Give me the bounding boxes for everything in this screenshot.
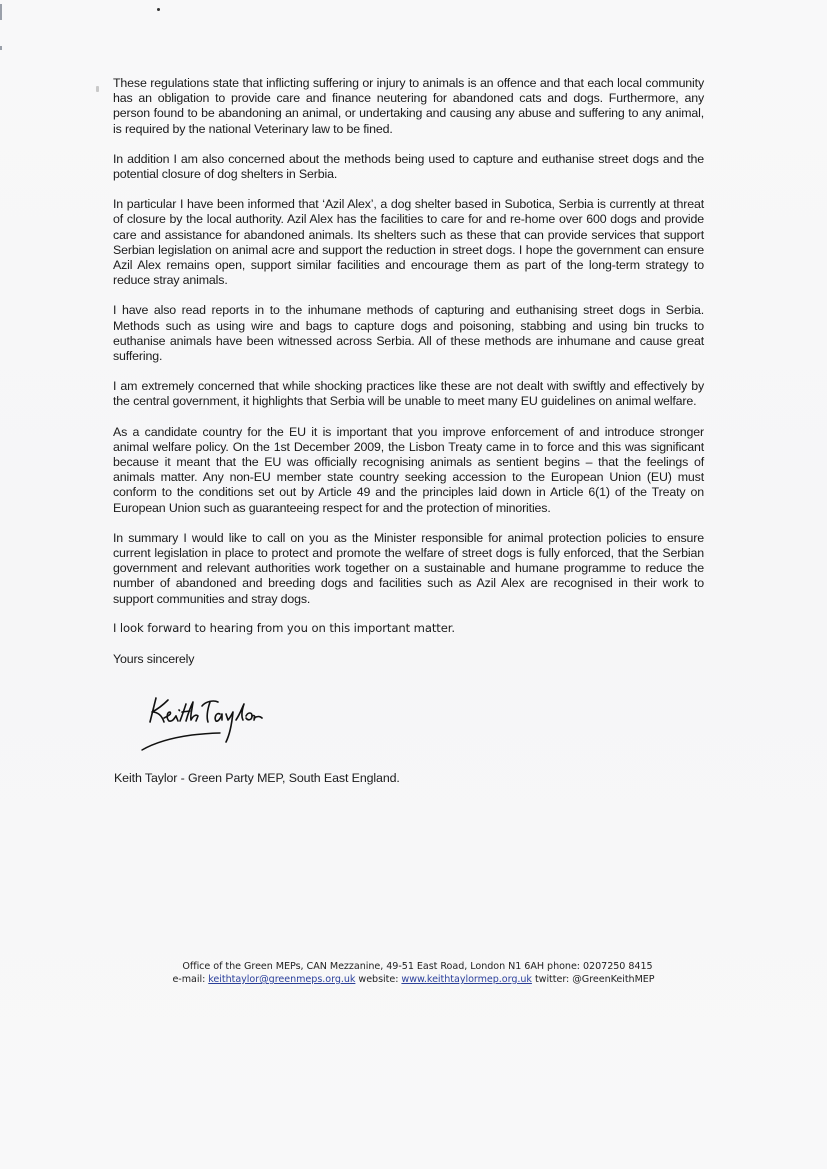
twitter-label: twitter:	[534, 974, 570, 985]
paragraph-concerns: In addition I am also concerned about the methods being used to capture and euthanise street dogs and the potential closure of dog shelters in Serbia.	[113, 151, 704, 182]
closing-line: I look forward to hearing from you on this important matter.	[113, 620, 455, 635]
paragraph-inhumane-methods: I have also read reports in to the inhumane methods of capturing and euthanising street dogs in Serbia. Methods such as using wire and bags to capture dogs and poisoning, stabbing and using bin trucks to euthanise animals have been witnessed across Serbia. All of these methods are inhumane and cause great suffering.	[113, 303, 704, 364]
signatory-name: Keith Taylor - Green Party MEP, South East England.	[114, 771, 400, 785]
twitter-handle: @GreenKeithMEP	[572, 974, 655, 985]
office-address: Office of the Green MEPs, CAN Mezzanine, 49-51 East Road, London N1 6AH phone: 0207250 8415	[182, 961, 653, 972]
scan-edge-mark	[0, 46, 2, 50]
paragraph-regulations: These regulations state that inflicting suffering or injury to animals is an offence and that each local community has an obligation to provide care and finance neutering for abandoned cats and dogs. Furthermore, any person found to be abandoning an animal, or undertaking and causing any abuse and suffering to any animal, is required by the national Veterinary law to be fined.	[113, 76, 704, 136]
paragraph-azil-alex: In particular I have been informed that ‘Azil Alex’, a dog shelter based in Subotica, Serbia is currently at threat of closure by the local authority. Azil Alex has the facilities to care for and re-home over 600 dogs and provide care and assistance for abandoned animals. Its shelters such as these that can provide services that support Serbian legislation on animal acre and support the reduction in street dogs. I hope the government can ensure Azil Alex remains open, support similar facilities and encourage them as part of the long-term strategy to reduce stray animals.	[113, 197, 704, 288]
paragraph-eu-guidelines: I am extremely concerned that while shocking practices like these are not dealt with swiftly and effectively by the central government, it highlights that Serbia will be unable to meet many EU guidelines on animal welfare.	[113, 379, 704, 409]
paragraph-lisbon-treaty: As a candidate country for the EU it is important that you improve enforcement of and introduce stronger animal welfare policy. On the 1st December 2009, the Lisbon Treaty came in to force and this was significant because it meant that the EU was officially recognising animals as sentient begins – that the feelings of animals matter. Any non-EU member state country seeking accession to the European Union (EU) must conform to the conditions set out by Article 49 and the principles laid down in Article 6(1) of the Treaty on European Union such as guaranteeing respect for and the protection of minorities.	[113, 424, 704, 515]
letter-body	[113, 76, 704, 667]
scan-speck	[157, 8, 160, 11]
scan-edge-mark	[0, 4, 2, 20]
email-link[interactable]: keithtaylor@greenmeps.org.uk	[208, 974, 356, 985]
scan-speck	[96, 86, 99, 92]
letterhead-footer	[0, 960, 827, 986]
paragraph-summary: In summary I would like to call on you as the Minister responsible for animal protection policies to ensure current legislation in place to protect and promote the welfare of street dogs is fully enforced, that the Serbian government and relevant authorities work together on a sustainable and humane programme to reduce the number of abandoned and breeding dogs and facilities such as Azil Alex are recognised in their work to support communities and stray dogs.	[113, 530, 704, 606]
email-label: e-mail:	[172, 974, 206, 985]
sign-off: Yours sincerely	[113, 652, 195, 667]
handwritten-signature	[136, 688, 286, 756]
website-link[interactable]: www.keithtaylormep.org.uk	[401, 974, 532, 985]
contact-line	[0, 973, 827, 986]
website-label: website:	[358, 974, 399, 985]
